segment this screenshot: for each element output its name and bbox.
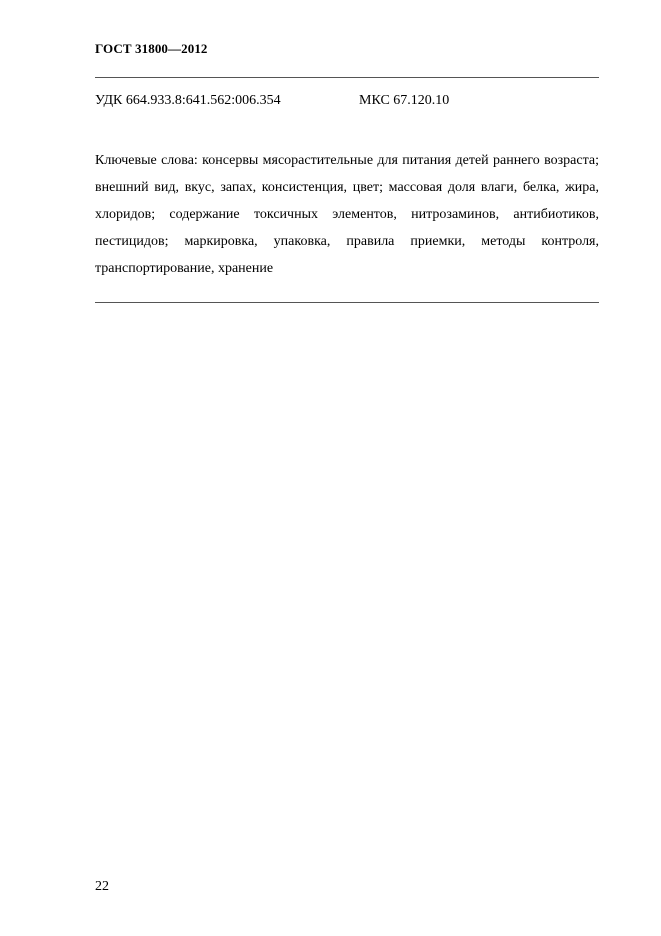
document-header: ГОСТ 31800—2012 xyxy=(95,41,208,56)
page-number: 22 xyxy=(95,879,109,894)
ics-code: МКС 67.120.10 xyxy=(359,93,450,108)
keywords-paragraph: Ключевые слова: консервы мясорастительные для питания детей раннего возраста; внешний вид, вкус, запах, консистенция, цвет; массовая доля влаги, белка, жира, хлоридов; содержание токсичных элементов, нитрозаминов, антибиотиков, пестицидов; маркировка, упаковка, правила приемки, методы контроля, транспортирование, хранение xyxy=(95,153,599,276)
top-divider xyxy=(95,77,599,78)
bottom-divider xyxy=(95,302,599,303)
classification-codes xyxy=(95,93,450,109)
udc-code: УДК 664.933.8:641.562:006.354 xyxy=(95,93,281,108)
